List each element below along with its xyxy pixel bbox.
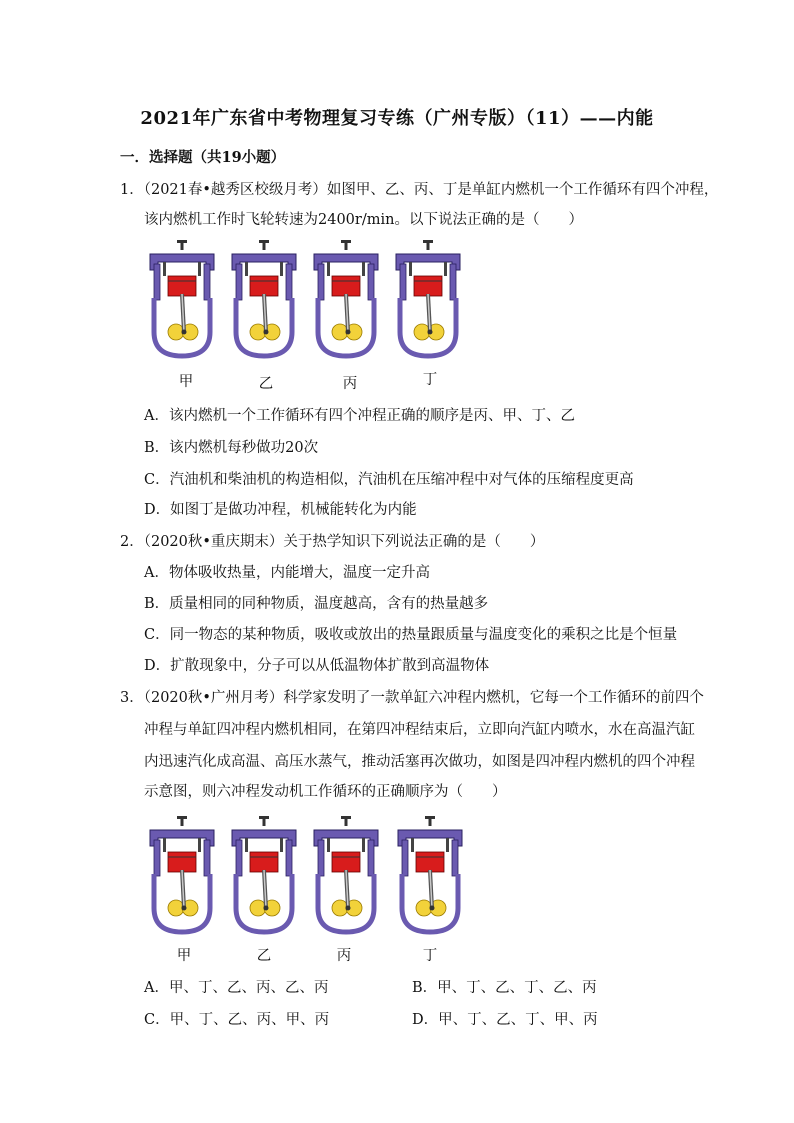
figure-label-bing: 丙 <box>336 948 352 964</box>
figure-label-ding: 丁 <box>422 372 438 388</box>
q2-option-b: B．质量相同的同种物质，温度越高，含有的热量越多 <box>144 596 489 612</box>
document-title: 2021年广东省中考物理复习专练（广州专版）（11）——内能 <box>140 108 654 129</box>
q2-stem: 2．（2020秋•重庆期末）关于热学知识下列说法正确的是（ ） <box>120 534 545 550</box>
engine-diagram-jia <box>146 240 218 360</box>
figure-label-ding: 丁 <box>422 948 438 964</box>
figure-label-jia: 甲 <box>178 374 194 390</box>
q3-stem-line-1: 3．（2020秋•广州月考）科学家发明了一款单缸六冲程内燃机，它每一个工作循环的前四个 <box>120 690 704 706</box>
q1-option-b: B．该内燃机每秒做功20次 <box>144 440 319 456</box>
q2-option-a: A．物体吸收热量，内能增大，温度一定升高 <box>144 565 430 581</box>
q2-option-d: D．扩散现象中，分子可以从低温物体扩散到高温物体 <box>144 658 490 674</box>
q3-option-c: C．甲、丁、乙、丙、甲、丙 <box>144 1012 330 1028</box>
engine-diagram-ding <box>394 816 466 936</box>
q1-option-a: A．该内燃机一个工作循环有四个冲程正确的顺序是丙、甲、丁、乙 <box>144 408 575 424</box>
q3-option-d: D．甲、丁、乙、丁、甲、丙 <box>412 1012 598 1028</box>
q3-stem-line-3: 内迅速汽化成高温、高压水蒸气，推动活塞再次做功，如图是四冲程内燃机的四个冲程 <box>144 754 695 770</box>
engine-diagram-jia <box>146 816 218 936</box>
figure-label-bing: 丙 <box>342 376 358 392</box>
figure-label-yi: 乙 <box>258 376 274 392</box>
engine-diagram-bing <box>310 240 382 360</box>
q1-option-d: D．如图丁是做功冲程，机械能转化为内能 <box>144 502 417 518</box>
engine-diagram-bing <box>310 816 382 936</box>
q2-option-c: C．同一物态的某种物质，吸收或放出的热量跟质量与温度变化的乘积之比是个恒量 <box>144 627 678 643</box>
figure-label-jia: 甲 <box>176 948 192 964</box>
engine-diagram-ding <box>392 240 464 360</box>
q1-option-c: C．汽油机和柴油机的构造相似，汽油机在压缩冲程中对气体的压缩程度更高 <box>144 472 634 488</box>
q3-option-a: A．甲、丁、乙、丙、乙、丙 <box>144 980 329 996</box>
q3-option-b: B．甲、丁、乙、丁、乙、丙 <box>412 980 597 996</box>
q1-stem-line-1: 1．（2021春•越秀区校级月考）如图甲、乙、丙、丁是单缸内燃机一个工作循环有四个冲程， <box>120 182 719 198</box>
engine-diagram-yi <box>228 240 300 360</box>
figure-label-yi: 乙 <box>256 948 272 964</box>
section-heading: 一．选择题（共19小题） <box>120 149 286 166</box>
q3-stem-line-2: 冲程与单缸四冲程内燃机相同，在第四冲程结束后，立即向汽缸内喷水，水在高温汽缸 <box>144 722 695 738</box>
engine-diagram-yi <box>228 816 300 936</box>
q1-stem-line-2: 该内燃机工作时飞轮转速为2400r/min。以下说法正确的是（ ） <box>144 212 583 228</box>
q3-stem-line-4: 示意图，则六冲程发动机工作循环的正确顺序为（ ） <box>144 784 507 800</box>
